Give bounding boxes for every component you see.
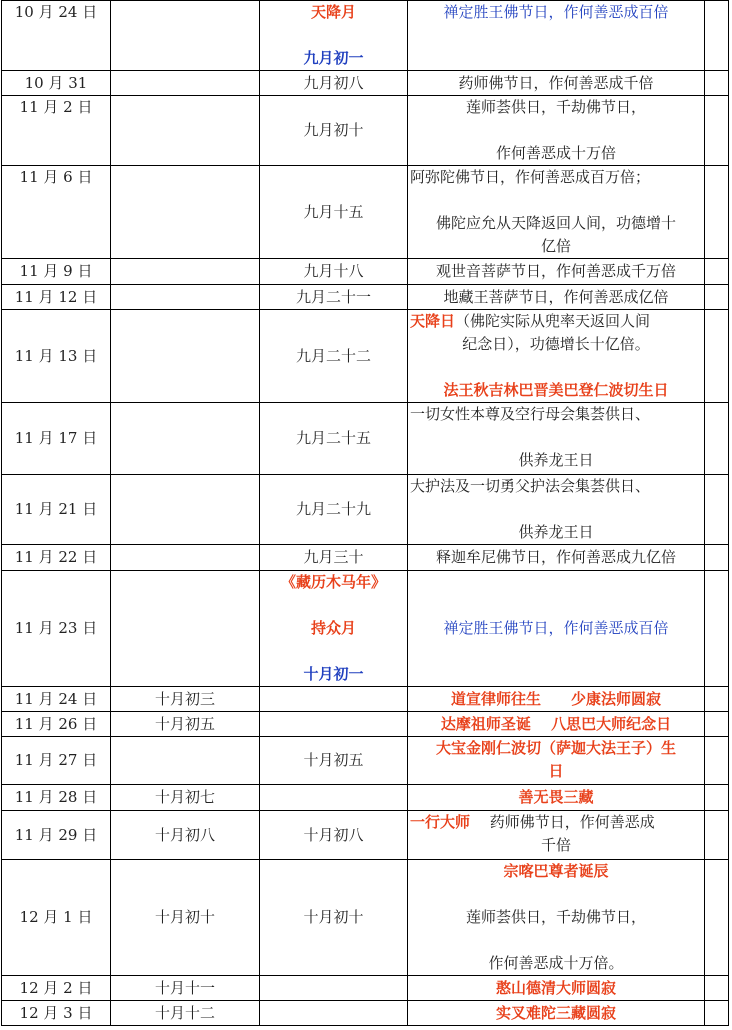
date-cell: 11 月 17 日 — [1, 403, 110, 475]
event-cell — [407, 285, 704, 310]
text-line — [410, 449, 702, 472]
date-cell: 11 月 2 日 — [1, 96, 110, 166]
text-line — [262, 617, 405, 640]
date-cell: 11 月 13 日 — [1, 310, 110, 403]
date-cell: 11 月 26 日 — [1, 712, 110, 737]
line-text: 供养龙王日 — [518, 523, 594, 541]
text-line — [262, 260, 405, 283]
highlighted-text: 持众月 — [310, 619, 356, 637]
tibetan-date-cell — [110, 285, 259, 310]
text-line — [410, 713, 702, 736]
blank-line — [262, 24, 405, 47]
line-text: 释迦牟尼佛节日，作何善恶成九亿倍 — [435, 548, 676, 566]
lunar-date-cell — [259, 545, 407, 571]
date-cell: 12 月 2 日 — [1, 976, 110, 1001]
text-line — [410, 760, 702, 783]
lunar-date-cell — [259, 811, 407, 860]
text-line — [410, 521, 702, 544]
line-text: 供养龙王日 — [518, 451, 594, 469]
event-cell — [407, 259, 704, 285]
text-line — [410, 860, 702, 883]
line-text: 禅定胜王佛节日，作何善恶成百倍 — [443, 619, 669, 637]
text-line — [410, 617, 702, 640]
line-text: 九月二十二 — [295, 346, 371, 365]
table-row — [1, 785, 729, 811]
lunar-date-cell — [259, 71, 407, 96]
blank-line — [410, 356, 702, 379]
blank-line — [410, 189, 702, 212]
table-row — [1, 71, 729, 96]
text-line — [262, 571, 405, 594]
highlighted-text: 达摩祖师圣诞 八思巴大师纪念日 — [440, 714, 672, 733]
event-cell — [407, 687, 704, 712]
text-line — [262, 906, 405, 929]
blank-line — [262, 640, 405, 663]
text-line — [262, 663, 405, 686]
event-cell — [407, 96, 704, 166]
tibetan-date-cell: 十月初七 — [110, 785, 259, 811]
text-line — [410, 475, 702, 498]
event-cell — [407, 976, 704, 1001]
text-line — [262, 286, 405, 309]
line-text: 十月初十 — [303, 908, 364, 926]
line-text: 九月二十九 — [295, 500, 371, 518]
table-row — [1, 976, 729, 1001]
empty-cell — [704, 976, 729, 1001]
table-row — [1, 737, 729, 785]
lunar-date-cell — [259, 1001, 407, 1026]
line-continuation: 药师佛节日，作何善恶成 — [470, 813, 655, 831]
text-line — [410, 260, 702, 283]
text-line — [410, 546, 702, 569]
line-text: 作何善恶成十万倍。 — [488, 954, 624, 972]
text-line — [410, 96, 702, 119]
event-cell — [407, 712, 704, 737]
table-row — [1, 166, 729, 259]
highlighted-text: 天降月 — [310, 3, 356, 21]
text-line — [262, 119, 405, 142]
empty-cell — [704, 166, 729, 259]
line-text: 莲师荟供日，千劫佛节日， — [465, 98, 646, 116]
table-row — [1, 259, 729, 285]
text-line — [262, 824, 405, 847]
text-line — [410, 1, 702, 24]
table-row — [1, 811, 729, 860]
tibetan-date-cell — [110, 166, 259, 259]
lunar-date-cell — [259, 785, 407, 811]
event-cell — [407, 71, 704, 96]
lunar-date-cell — [259, 976, 407, 1001]
text-line — [410, 333, 702, 356]
lunar-date-cell — [259, 475, 407, 545]
tibetan-date-cell: 十月初十 — [110, 860, 259, 976]
empty-cell — [704, 545, 729, 571]
lunar-date-cell — [259, 285, 407, 310]
date-cell: 11 月 28 日 — [1, 785, 110, 811]
highlighted-text: 《藏历木马年》 — [280, 573, 386, 591]
table-row — [1, 475, 729, 545]
text-line — [410, 952, 702, 975]
blank-line — [262, 594, 405, 617]
highlighted-text: 道宣律师往生 少康法师圆寂 — [450, 689, 661, 708]
highlighted-text: 善无畏三藏 — [518, 788, 594, 806]
date-cell: 12 月 1 日 — [1, 860, 110, 976]
event-cell — [407, 310, 704, 403]
highlighted-text: 法王秋吉林巴晋美巴登仁波切生日 — [443, 381, 669, 399]
text-line — [410, 142, 702, 165]
tibetan-date-cell: 十月初八 — [110, 811, 259, 860]
line-text: 九月初八 — [303, 73, 364, 92]
empty-cell — [704, 96, 729, 166]
date-cell: 11 月 24 日 — [1, 687, 110, 712]
line-text: 佛陀应允从天降返回人间，功德增十 — [435, 214, 676, 232]
date-cell: 11 月 12 日 — [1, 285, 110, 310]
event-cell — [407, 737, 704, 785]
line-continuation: （佛陀实际从兜率天返回人间 — [455, 312, 651, 330]
blank-line — [410, 498, 702, 521]
lunar-date-cell — [259, 571, 407, 687]
line-text: 禅定胜王佛节日，作何善恶成百倍 — [443, 3, 669, 21]
tibetan-date-cell — [110, 571, 259, 687]
text-line — [262, 427, 405, 450]
date-cell: 11 月 21 日 — [1, 475, 110, 545]
text-line — [410, 166, 702, 189]
tibetan-date-cell: 十月十一 — [110, 976, 259, 1001]
date-cell: 11 月 6 日 — [1, 166, 110, 259]
empty-cell — [704, 737, 729, 785]
highlighted-text: 实叉难陀三藏圆寂 — [495, 1003, 616, 1022]
empty-cell — [704, 475, 729, 545]
tibetan-date-cell — [110, 737, 259, 785]
line-text: 药师佛节日，作何善恶成千倍 — [458, 73, 654, 92]
tibetan-date-cell — [110, 545, 259, 571]
event-cell — [407, 475, 704, 545]
text-line — [410, 737, 702, 760]
table-row — [1, 712, 729, 737]
empty-cell — [704, 811, 729, 860]
event-cell — [407, 1001, 704, 1026]
table-row — [1, 285, 729, 310]
event-cell — [407, 811, 704, 860]
tibetan-date-cell — [110, 96, 259, 166]
line-text: 九月十八 — [303, 262, 364, 280]
date-cell: 11 月 9 日 — [1, 259, 110, 285]
text-line — [410, 235, 702, 258]
event-cell — [407, 571, 704, 687]
date-cell: 11 月 23 日 — [1, 571, 110, 687]
text-line — [262, 201, 405, 224]
date-cell: 10 月 31 — [1, 71, 110, 96]
table-row — [1, 687, 729, 712]
empty-cell — [704, 712, 729, 737]
text-line — [410, 688, 702, 711]
empty-cell — [704, 571, 729, 687]
text-line — [410, 1002, 702, 1025]
table-row — [1, 571, 729, 687]
highlighted-text: 憨山德清大师圆寂 — [495, 978, 616, 997]
event-cell — [407, 0, 704, 71]
table-row — [1, 0, 729, 71]
lunar-date-cell — [259, 860, 407, 976]
lunar-date-cell — [259, 687, 407, 712]
lunar-date-cell — [259, 0, 407, 71]
lunar-date-cell — [259, 403, 407, 475]
text-line — [410, 977, 702, 1000]
text-line — [262, 345, 405, 368]
empty-cell — [704, 860, 729, 976]
line-text: 十月初五 — [303, 751, 364, 769]
table-row — [1, 1001, 729, 1026]
line-text: 亿倍 — [540, 237, 571, 255]
highlighted-text: 宗喀巴尊者诞辰 — [503, 862, 609, 880]
tibetan-date-cell — [110, 475, 259, 545]
text-line — [262, 72, 405, 95]
tibetan-date-cell — [110, 310, 259, 403]
highlighted-text: 一行大师 — [410, 813, 471, 831]
date-cell: 11 月 22 日 — [1, 545, 110, 571]
line-text: 九月初一 — [303, 49, 364, 67]
empty-cell — [704, 259, 729, 285]
empty-cell — [704, 403, 729, 475]
line-text: 十月初八 — [303, 825, 364, 844]
table-row — [1, 96, 729, 166]
text-line — [410, 379, 702, 402]
text-line — [410, 834, 702, 857]
empty-cell — [704, 0, 729, 71]
line-text: 纪念日），功德增长十亿倍。 — [462, 335, 650, 353]
line-text: 一切女性本尊及空行母会集荟供日、 — [410, 405, 651, 423]
line-text: 九月十五 — [303, 202, 364, 221]
calendar-table — [1, 0, 729, 1026]
line-text: 九月初十 — [303, 121, 364, 139]
empty-cell — [704, 785, 729, 811]
blank-line — [410, 119, 702, 142]
text-line — [410, 786, 702, 809]
line-text: 十月初一 — [303, 665, 364, 683]
date-cell: 11 月 27 日 — [1, 737, 110, 785]
line-text: 九月二十五 — [295, 429, 371, 447]
date-cell: 11 月 29 日 — [1, 811, 110, 860]
table-row — [1, 310, 729, 403]
tibetan-date-cell: 十月初三 — [110, 687, 259, 712]
line-text: 九月三十 — [303, 548, 364, 566]
lunar-date-cell — [259, 96, 407, 166]
line-text: 阿弥陀佛节日，作何善恶成百万倍； — [410, 168, 651, 186]
event-cell — [407, 545, 704, 571]
highlighted-text: 日 — [548, 762, 564, 780]
date-cell: 10 月 24 日 — [1, 0, 110, 71]
blank-line — [410, 929, 702, 952]
empty-cell — [704, 285, 729, 310]
lunar-date-cell — [259, 259, 407, 285]
line-text: 大护法及一切勇父护法会集荟供日、 — [410, 477, 651, 495]
tibetan-date-cell: 十月十二 — [110, 1001, 259, 1026]
line-text: 观世音菩萨节日，作何善恶成千万倍 — [435, 262, 676, 280]
text-line — [410, 212, 702, 235]
text-line — [262, 1, 405, 24]
text-line — [410, 72, 702, 95]
empty-cell — [704, 71, 729, 96]
calendar-body — [1, 0, 729, 1026]
table-row — [1, 403, 729, 475]
text-line — [410, 906, 702, 929]
table-row — [1, 545, 729, 571]
line-text: 莲师荟供日，千劫佛节日， — [465, 908, 646, 926]
tibetan-date-cell — [110, 0, 259, 71]
lunar-date-cell — [259, 310, 407, 403]
line-text: 作何善恶成十万倍 — [495, 144, 616, 162]
event-cell — [407, 785, 704, 811]
table-row — [1, 860, 729, 976]
lunar-date-cell — [259, 712, 407, 737]
line-text: 千倍 — [540, 836, 571, 854]
text-line — [262, 546, 405, 569]
line-text: 九月二十一 — [295, 287, 371, 306]
blank-line — [410, 426, 702, 449]
empty-cell — [704, 687, 729, 712]
event-cell — [407, 860, 704, 976]
event-cell — [407, 403, 704, 475]
text-line — [262, 749, 405, 772]
text-line — [410, 310, 702, 333]
highlighted-text: 大宝金刚仁波切（萨迦大法王子）生 — [435, 739, 676, 757]
text-line — [410, 811, 702, 834]
line-text: 地藏王菩萨节日，作何善恶成亿倍 — [443, 287, 669, 306]
event-cell — [407, 166, 704, 259]
text-line — [262, 498, 405, 521]
tibetan-date-cell — [110, 403, 259, 475]
lunar-date-cell — [259, 737, 407, 785]
text-line — [410, 403, 702, 426]
text-line — [262, 47, 405, 70]
highlighted-text: 天降日 — [410, 312, 456, 330]
lunar-date-cell — [259, 166, 407, 259]
empty-cell — [704, 310, 729, 403]
text-line — [410, 286, 702, 309]
tibetan-date-cell — [110, 71, 259, 96]
blank-line — [410, 883, 702, 906]
date-cell: 12 月 3 日 — [1, 1001, 110, 1026]
tibetan-date-cell: 十月初五 — [110, 712, 259, 737]
empty-cell — [704, 1001, 729, 1026]
tibetan-date-cell — [110, 259, 259, 285]
